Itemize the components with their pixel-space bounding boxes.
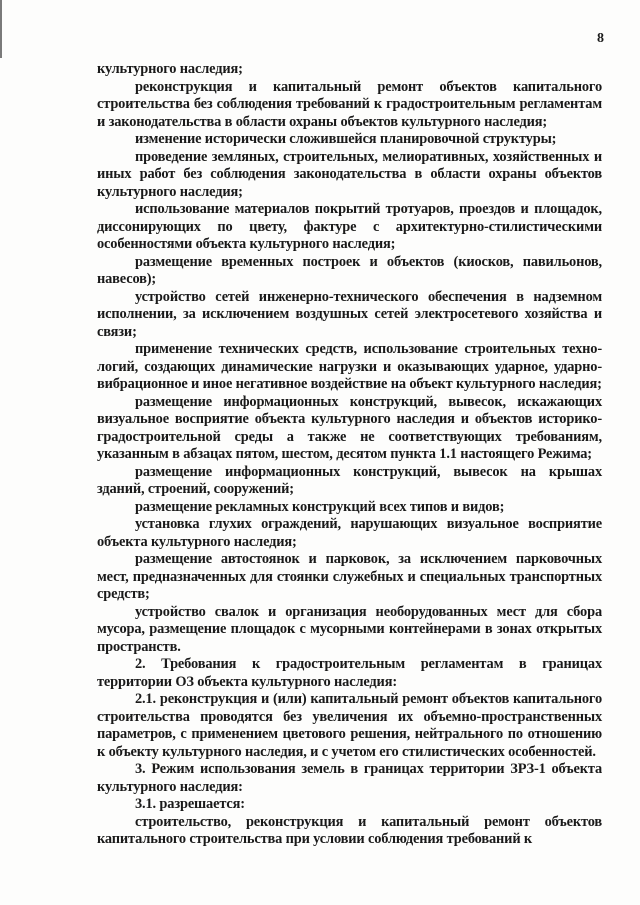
page-number: 8: [597, 31, 604, 46]
section-heading: 2. Требования к градостроительным регламентам в границах территории ОЗ объекта культурного наследия:: [97, 656, 602, 690]
paragraph: размещение рекламных конструкций всех типов и видов;: [135, 498, 505, 515]
paragraph: изменение исторически сложившейся планировочной структуры;: [135, 131, 557, 147]
paragraph: устройство сетей инженерно-технического обеспечения в надземном исполнении, за исключением воздушных сетей электросетевого хозяйства и связи;: [97, 288, 602, 340]
section-heading: 3. Режим использования земель в границах территории ЗРЗ-1 объекта культурного наследия:: [97, 761, 602, 795]
paragraph: реконструкция и капитальный ремонт объектов капитального строительства без соблюдения требований к градостроительным регламентам и законодательства в области охраны объектов культурного наследия;: [97, 78, 602, 130]
scan-edge-mark: [0, 0, 2, 58]
subsection-heading: 3.1. разрешается:: [135, 796, 245, 812]
paragraph: культурного наследия;: [97, 61, 243, 77]
paragraph: размещение информационных конструкций, вывесок на крышах зданий, строений, сооружений;: [97, 463, 602, 497]
paragraph: установка глухих ограждений, нарушающих визуальное восприятие объекта культурного наследия;: [97, 516, 602, 550]
paragraph: строительство, реконструкция и капитальный ремонт объектов капитального строительства при условии соблюдения требований к: [97, 813, 602, 847]
paragraph: 2.1. реконструкция и (или) капитальный ремонт объектов капитального строительства проводятся без увеличения их объемно-пространственных параметров, с применением цветового решения, нейтрального по отношению к объекту культурного наследия, и с учетом его стилистических особенностей.: [97, 691, 602, 760]
document-body: [97, 61, 602, 849]
paragraph: устройство свалок и организация необорудованных мест для сбора мусора, размещение площадок с мусорными контейнерами в зонах открытых пространств.: [97, 603, 602, 655]
paragraph: размещение автостоянок и парковок, за исключением парковочных мест, предназначенных для стоянки служебных и специальных транспортных средств;: [97, 551, 602, 602]
paragraph: размещение временных построек и объектов (киосков, павильонов, навесов);: [97, 253, 602, 287]
paragraph: проведение земляных, строительных, мелиоративных, хозяйственных и иных работ без соблюдения законодательства в области охраны объектов культурного наследия;: [97, 148, 602, 200]
paragraph: использование материалов покрытий тротуаров, проездов и площадок, диссонирующих по цвету, фактуре с архитектурно-стилистическими особенностями объекта культурного наследия;: [97, 201, 602, 252]
paragraph: размещение информационных конструкций, вывесок, искажающих визуальное восприятие объекта культурного наследия и объектов историко- градостроительной среды а также не соответствующих требованиям, указанным в абзацах пятом, шестом, десятом пункта 1.1 настоящего Режима;: [97, 393, 602, 462]
paragraph: применение технических средств, использование строительных техно- логий, создающих динамические нагрузки и оказывающих ударное, ударно- вибрационное и иное негативное воздействие на объект культурного наследия;: [97, 341, 602, 392]
